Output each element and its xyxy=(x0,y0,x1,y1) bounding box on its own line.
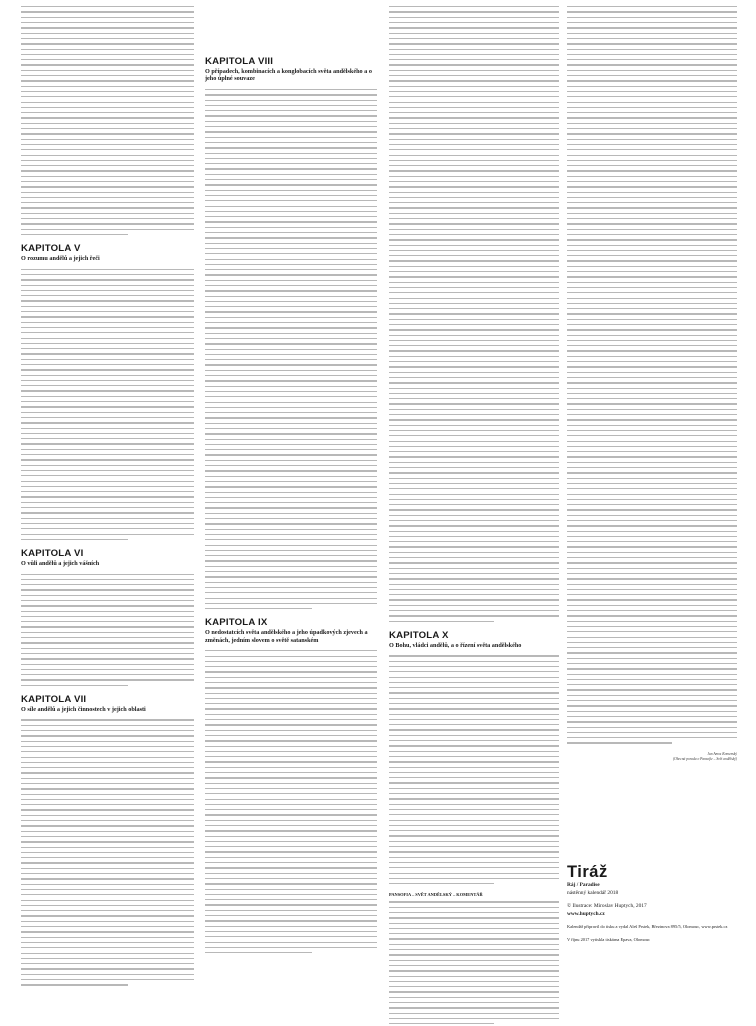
colophon-publisher: Kalendář připravil do tisku a vydal Aleš Prstek, Březinova 895/5, Olomouc, www.prstek.cz xyxy=(567,924,728,930)
author-signature: Jan Amos Komenský (Obecná porada o Pansofie – Svět andělský) xyxy=(672,751,737,761)
chapter-number: KAPITOLA X xyxy=(389,629,449,641)
chapter-title: O nedostatcích světa andělského a jeho úpadkových zjevech a změnách, jedním slovem o světě satanském xyxy=(205,629,368,644)
colophon-illustration-credit: © Ilustrace: Miroslav Huptych, 2017 xyxy=(567,903,647,910)
body-text xyxy=(21,717,194,987)
colophon-calendar: nástěnný kalendář 2018 xyxy=(567,889,619,896)
chapter-number: KAPITOLA VIII xyxy=(205,56,274,67)
colophon-title: Tiráž xyxy=(567,863,608,881)
chapter-number: KAPITOLA VI xyxy=(21,547,84,559)
chapter-title: O případech, kombinacích a konglobacích světa andělského a o jeho úplné souvaze xyxy=(205,68,372,83)
body-text xyxy=(205,87,377,611)
body-text xyxy=(21,571,194,688)
body-text xyxy=(389,4,559,624)
body-text xyxy=(205,648,377,955)
body-text xyxy=(21,4,194,237)
chapter-heading xyxy=(205,617,377,644)
chapter-heading xyxy=(389,630,559,649)
commentary-notes xyxy=(567,4,737,746)
body-text xyxy=(21,266,194,541)
chapter-number: KAPITOLA V xyxy=(21,243,81,255)
chapter-number: KAPITOLA VII xyxy=(21,693,87,705)
colophon-print: V říjnu 2017 vytiskla tiskárna Epava, Olomouc xyxy=(567,936,650,942)
body-text xyxy=(389,653,559,886)
text-column-4 xyxy=(567,4,737,762)
chapter-title: O rozumu andělů a jejich řeči xyxy=(21,255,100,263)
colophon xyxy=(567,863,737,944)
text-column-1 xyxy=(21,4,194,987)
commentary-heading: PANSOFIA – SVĚT ANDĚLSKÝ – KOMENTÁŘ xyxy=(389,892,483,898)
chapter-heading xyxy=(21,243,194,262)
colophon-website[interactable]: www.huptych.cz xyxy=(567,910,605,917)
chapter-number: KAPITOLA IX xyxy=(205,617,268,629)
chapter-title: O vůli andělů a jejich vášních xyxy=(21,559,100,567)
chapter-title: O Bohu, vládci andělů, a o řízení světa andělského xyxy=(389,641,522,649)
chapter-heading xyxy=(21,694,194,713)
text-column-3 xyxy=(389,4,559,1026)
text-column-2 xyxy=(205,4,377,955)
commentary-text xyxy=(389,899,559,1026)
chapter-heading xyxy=(21,548,194,567)
chapter-heading xyxy=(205,56,377,83)
chapter-title: O síle andělů a jejich činnostech v jejich oblasti xyxy=(21,705,146,713)
colophon-subtitle: Ráj / Paradise xyxy=(567,882,600,888)
